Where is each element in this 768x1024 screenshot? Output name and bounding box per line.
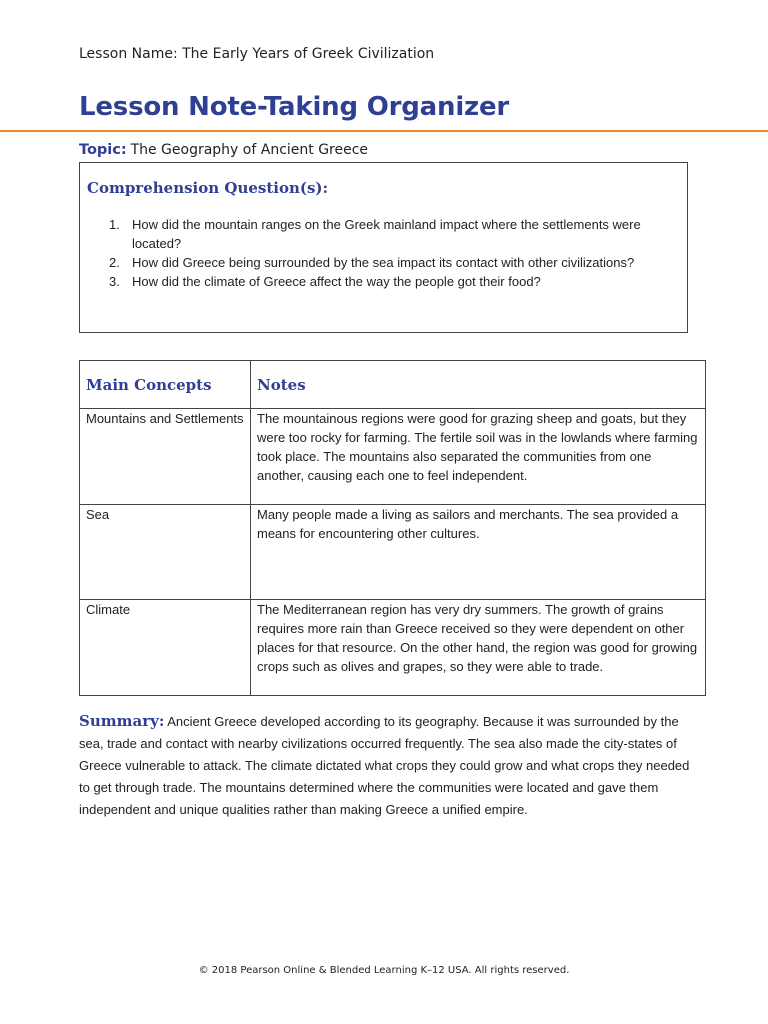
question-text: How did the climate of Greece affect the way the people got their food? bbox=[132, 274, 541, 289]
notes-cell: The mountainous regions were good for grazing sheep and goats, but they were too rocky for farming. The fertile soil was in the lowlands where farming took place. The mountains also separated the communities from one another, causing each one to feel independent. bbox=[251, 409, 706, 505]
question-text: How did Greece being surrounded by the sea impact its contact with other civilizations? bbox=[132, 255, 635, 270]
concept-cell: Mountains and Settlements bbox=[80, 409, 251, 505]
question-number: 1. bbox=[109, 217, 120, 232]
question-list bbox=[80, 215, 680, 291]
summary-label: Summary: bbox=[79, 712, 165, 730]
topic-line bbox=[79, 141, 368, 158]
page-title: Lesson Note-Taking Organizer bbox=[79, 92, 510, 122]
topic-label: Topic: bbox=[79, 142, 127, 158]
question-number: 2. bbox=[109, 255, 120, 270]
notes-cell: Many people made a living as sailors and merchants. The sea provided a means for encountering other cultures. bbox=[251, 505, 706, 600]
question-text: How did the mountain ranges on the Greek mainland impact where the settlements were located? bbox=[132, 217, 641, 251]
question-item bbox=[80, 215, 680, 253]
comprehension-questions-box bbox=[79, 162, 688, 333]
column-header-main-concepts: Main Concepts bbox=[80, 361, 251, 409]
summary-text: Ancient Greece developed according to its geography. Because it was surrounded by the sea, trade and contact with nearby civilizations occurred frequently. The sea also made the city-states of Greece vulnerable to attack. The climate dictated what crops they could grow and what crops they needed to get through trade. The mountains determined where the communities were located and gave them independent and unique qualities rather than making Greece a unified empire. bbox=[79, 714, 690, 817]
question-item bbox=[80, 253, 680, 272]
question-number: 3. bbox=[109, 274, 120, 289]
table-row bbox=[80, 505, 706, 600]
column-header-notes: Notes bbox=[251, 361, 706, 409]
table-row bbox=[80, 600, 706, 696]
summary-paragraph bbox=[79, 710, 691, 821]
table-header-row bbox=[80, 361, 706, 409]
topic-text: The Geography of Ancient Greece bbox=[130, 142, 369, 158]
lesson-name: Lesson Name: The Early Years of Greek Civilization bbox=[79, 46, 435, 62]
concept-cell: Sea bbox=[80, 505, 251, 600]
title-divider bbox=[0, 130, 768, 132]
concepts-notes-table bbox=[79, 360, 706, 696]
question-item bbox=[80, 272, 680, 291]
notes-cell: The Mediterranean region has very dry summers. The growth of grains requires more rain than Greece received so they were dependent on other places for that resource. On the other hand, the region was good for growing crops such as olives and grapes, so they were able to trade. bbox=[251, 600, 706, 696]
copyright-footer: © 2018 Pearson Online & Blended Learning K–12 USA. All rights reserved. bbox=[198, 965, 570, 976]
concept-cell: Climate bbox=[80, 600, 251, 696]
table-row bbox=[80, 409, 706, 505]
comprehension-heading: Comprehension Question(s): bbox=[87, 179, 329, 197]
